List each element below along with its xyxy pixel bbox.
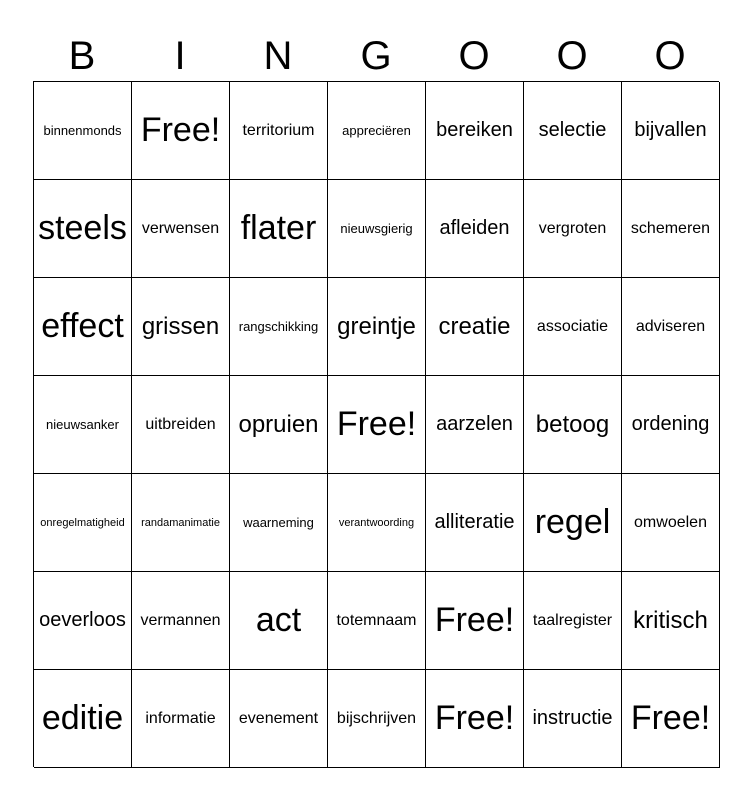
header-letter: O — [654, 34, 686, 78]
bingo-cell[interactable]: greintje — [328, 278, 426, 376]
bingo-cell[interactable]: effect — [34, 278, 132, 376]
bingo-cell[interactable]: verantwoording — [328, 474, 426, 572]
bingo-cell[interactable]: instructie — [524, 670, 622, 768]
free-cell[interactable]: Free! — [622, 670, 720, 768]
bingo-cell[interactable]: editie — [34, 670, 132, 768]
bingo-cell[interactable]: afleiden — [426, 180, 524, 278]
bingo-cell[interactable]: nieuwsanker — [34, 376, 132, 474]
header-letter: B — [68, 34, 96, 78]
free-cell[interactable]: Free! — [426, 670, 524, 768]
header-letter: G — [360, 34, 392, 78]
free-cell[interactable]: Free! — [132, 82, 230, 180]
free-cell[interactable]: Free! — [328, 376, 426, 474]
bingo-cell[interactable]: randamanimatie — [132, 474, 230, 572]
bingo-cell[interactable]: bijvallen — [622, 82, 720, 180]
bingo-cell[interactable]: uitbreiden — [132, 376, 230, 474]
bingo-cell[interactable]: selectie — [524, 82, 622, 180]
bingo-header — [33, 30, 719, 82]
header-letter: O — [556, 34, 588, 78]
header-letter: N — [263, 34, 293, 78]
bingo-cell[interactable]: informatie — [132, 670, 230, 768]
bingo-cell[interactable]: vermannen — [132, 572, 230, 670]
bingo-cell[interactable]: alliteratie — [426, 474, 524, 572]
bingo-cell[interactable]: creatie — [426, 278, 524, 376]
bingo-cell[interactable]: vergroten — [524, 180, 622, 278]
bingo-cell[interactable]: binnenmonds — [34, 82, 132, 180]
bingo-cell[interactable]: nieuwsgierig — [328, 180, 426, 278]
bingo-cell[interactable]: adviseren — [622, 278, 720, 376]
bingo-cell[interactable]: flater — [230, 180, 328, 278]
bingo-board — [33, 81, 719, 767]
bingo-cell[interactable]: bijschrijven — [328, 670, 426, 768]
bingo-cell[interactable]: waarneming — [230, 474, 328, 572]
bingo-cell[interactable]: kritisch — [622, 572, 720, 670]
bingo-cell[interactable]: bereiken — [426, 82, 524, 180]
bingo-cell[interactable]: betoog — [524, 376, 622, 474]
bingo-cell[interactable]: rangschikking — [230, 278, 328, 376]
bingo-cell[interactable]: taalregister — [524, 572, 622, 670]
bingo-cell[interactable]: totemnaam — [328, 572, 426, 670]
bingo-cell[interactable]: steels — [34, 180, 132, 278]
bingo-cell[interactable]: schemeren — [622, 180, 720, 278]
bingo-cell[interactable]: oeverloos — [34, 572, 132, 670]
free-cell[interactable]: Free! — [426, 572, 524, 670]
bingo-cell[interactable]: regel — [524, 474, 622, 572]
bingo-cell[interactable]: omwoelen — [622, 474, 720, 572]
bingo-cell[interactable]: territorium — [230, 82, 328, 180]
bingo-cell[interactable]: grissen — [132, 278, 230, 376]
bingo-cell[interactable]: ordening — [622, 376, 720, 474]
bingo-cell[interactable]: opruien — [230, 376, 328, 474]
bingo-cell[interactable]: act — [230, 572, 328, 670]
bingo-cell[interactable]: evenement — [230, 670, 328, 768]
bingo-cell[interactable]: onregelmatigheid — [34, 474, 132, 572]
header-letter: O — [458, 34, 490, 78]
bingo-cell[interactable]: verwensen — [132, 180, 230, 278]
bingo-cell[interactable]: associatie — [524, 278, 622, 376]
bingo-cell[interactable]: aarzelen — [426, 376, 524, 474]
header-letter: I — [174, 34, 186, 78]
bingo-cell[interactable]: appreciëren — [328, 82, 426, 180]
